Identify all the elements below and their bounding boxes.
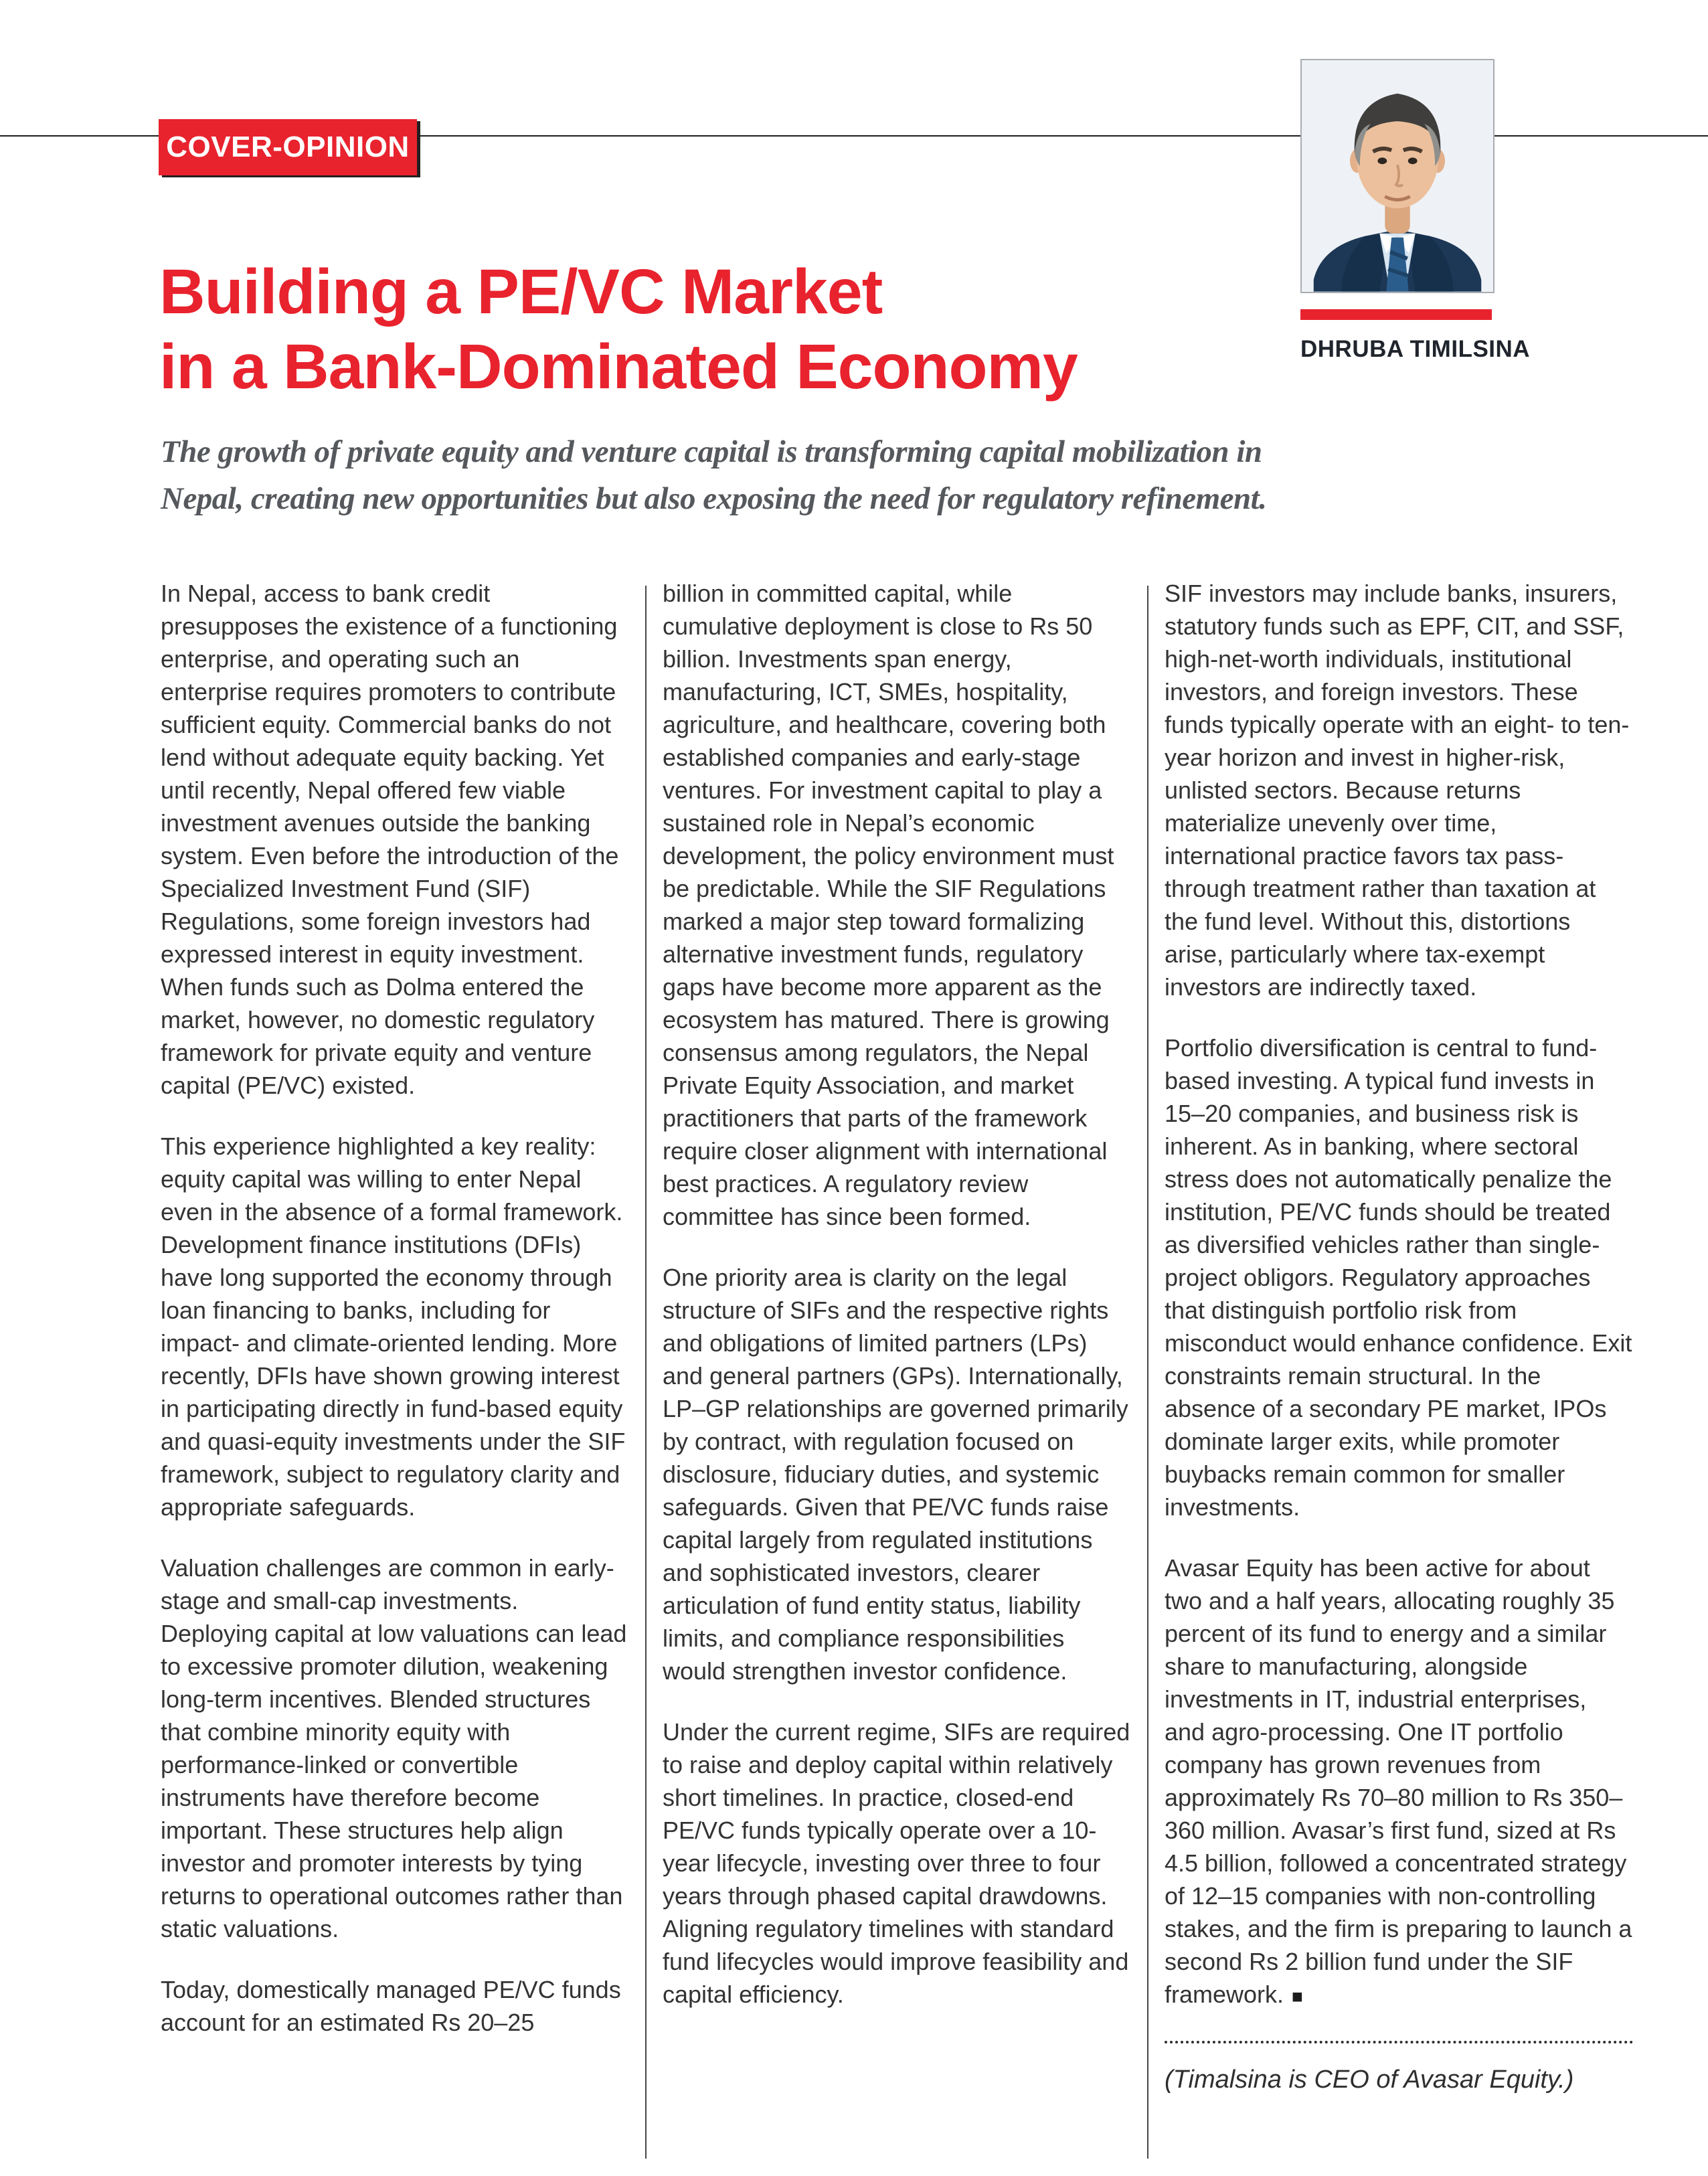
- paragraph: In Nepal, access to bank credit presupposes the existence of a functioning enterprise, and operating such an enterprise requires promoters to contribute sufficient equity. Commercial banks do not lend without adequate equity backing. Yet until recently, Nepal offered few viable investment avenues outside the banking system. Even before the introduction of the Specialized Investment Fund (SIF) Regulations, some foreign investors had expressed interest in equity investment. When funds such as Dolma entered the market, however, no domestic regulatory framework for private equity and venture capital (PE/VC) existed.: [161, 580, 619, 1099]
- credit-divider-dotted-rule: [1165, 2041, 1633, 2043]
- author-credit: (Timalsina is CEO of Avasar Equity.): [1165, 2066, 1574, 2094]
- author-name: DHRUBA TIMILSINA: [1300, 336, 1531, 362]
- paragraph: This experience highlighted a key reality: equity capital was willing to enter Nepal even in the absence of a formal framework. Development finance institutions (DFIs) have long supported the economy through loan financing to banks, including for impact- and climate-oriented lending. More recently, DFIs have shown growing interest in participating directly in fund-based equity and quasi-equity investments under the SIF framework, subject to regulatory clarity and appropriate safeguards.: [161, 1133, 626, 1521]
- deck-line-2: Nepal, creating new opportunities but also exposing the need for regulatory refinement.: [161, 481, 1267, 516]
- kicker-label: COVER-OPINION: [166, 131, 410, 163]
- author-photo-underline: [1300, 309, 1492, 320]
- paragraph: Valuation challenges are common in early-stage and small-cap investments. Deploying capital at low valuations can lead to excessive promoter dilution, weakening long-term incentives. Blended structures that combine minority equity with performance-linked or convertible instruments have therefore become important. These structures help align investor and promoter interests by tying returns to operational outcomes rather than static valuations.: [161, 1554, 627, 1942]
- paragraph: One priority area is clarity on the legal structure of SIFs and the respective rights and obligations of limited partners (LPs) and general partners (GPs). Internationally, LP–GP relationships are governed primarily by contract, with regulation focused on disclosure, fiduciary duties, and systemic safeguards. Given that PE/VC funds raise capital largely from regulated institutions and sophisticated investors, clearer articulation of fund entity status, liability limits, and compliance responsibilities would strengthen investor confidence.: [663, 1264, 1128, 1685]
- paragraph: SIF investors may include banks, insurers, statutory funds such as EPF, CIT, and SSF, high-net-worth individuals, institutional investors, and foreign investors. These funds typically operate with an eight- to ten-year horizon and invest in higher-risk, unlisted sectors. Because returns materialize unevenly over time, international practice favors tax pass-through treatment rather than taxation at the fund level. Without this, distortions arise, particularly where tax-exempt investors are indirectly taxed.: [1165, 580, 1630, 1001]
- author-portrait-illustration: [1302, 60, 1493, 292]
- paragraph: Under the current regime, SIFs are required to raise and deploy capital within relatively short timelines. In practice, closed-end PE/VC funds typically operate over a 10-year lifecycle, investing over three to four years through phased capital drawdowns. Aligning regulatory timelines with standard fund lifecycles would improve feasibility and capital efficiency.: [663, 1718, 1130, 2008]
- headline-line-1: Building a PE/VC Market: [159, 256, 883, 327]
- kicker-badge: [159, 119, 417, 175]
- column-2: [663, 577, 1131, 2096]
- paragraph-text: Avasar Equity has been active for about two and a half years, allocating roughly 35 percent of its fund to energy and a similar share to manufacturing, alongside investments in IT, industrial enterprises, and agro-processing. One IT portfolio company has grown revenues from approximately Rs 70–80 million to Rs 350–360 million. Avasar’s first fund, sized at Rs 4.5 billion, followed a concentrated strategy of 12–15 companies with non-controlling stakes, and the firm is preparing to launch a second Rs 2 billion fund under the SIF framework.: [1165, 1554, 1632, 2008]
- paragraph-with-endmark: [1165, 1552, 1633, 2013]
- column-1: [161, 577, 629, 2096]
- column-3: [1165, 577, 1633, 2096]
- article-body: [161, 577, 1633, 2096]
- author-photo: [1300, 59, 1494, 293]
- headline-line-2: in a Bank-Dominated Economy: [159, 331, 1078, 402]
- deck-line-1: The growth of private equity and venture capital is transforming capital mobilization in: [161, 434, 1262, 469]
- paragraph: billion in committed capital, while cumulative deployment is close to Rs 50 billion. Investments span energy, manufacturing, ICT, SMEs, hospitality, agriculture, and healthcare, covering both established companies and early-stage ventures. For investment capital to play a sustained role in Nepal’s economic development, the policy environment must be predictable. While the SIF Regulations marked a major step toward formalizing alternative investment funds, regulatory gaps have become more apparent as the ecosystem has matured. There is growing consensus among regulators, the Nepal Private Equity Association, and market practitioners that parts of the framework require closer alignment with international best practices. A regulatory review committee has since been formed.: [663, 580, 1114, 1230]
- end-of-article-marker: ■: [1292, 1986, 1303, 2007]
- paragraph: Portfolio diversification is central to fund-based investing. A typical fund invests in 15–20 companies, and business risk is inherent. As in banking, where sectoral stress does not automatically penalize the institution, PE/VC funds should be treated as diversified vehicles rather than single-project obligors. Regulatory approaches that distinguish portfolio risk from misconduct would enhance confidence. Exit constraints remain structural. In the absence of a secondary PE market, IPOs dominate larger exits, while promoter buybacks remain common for smaller investments.: [1165, 1034, 1632, 1521]
- deck: [161, 428, 1606, 522]
- author-block: [1300, 59, 1531, 363]
- headline: [159, 254, 1078, 404]
- paragraph: Today, domestically managed PE/VC funds account for an estimated Rs 20–25: [161, 1976, 621, 2036]
